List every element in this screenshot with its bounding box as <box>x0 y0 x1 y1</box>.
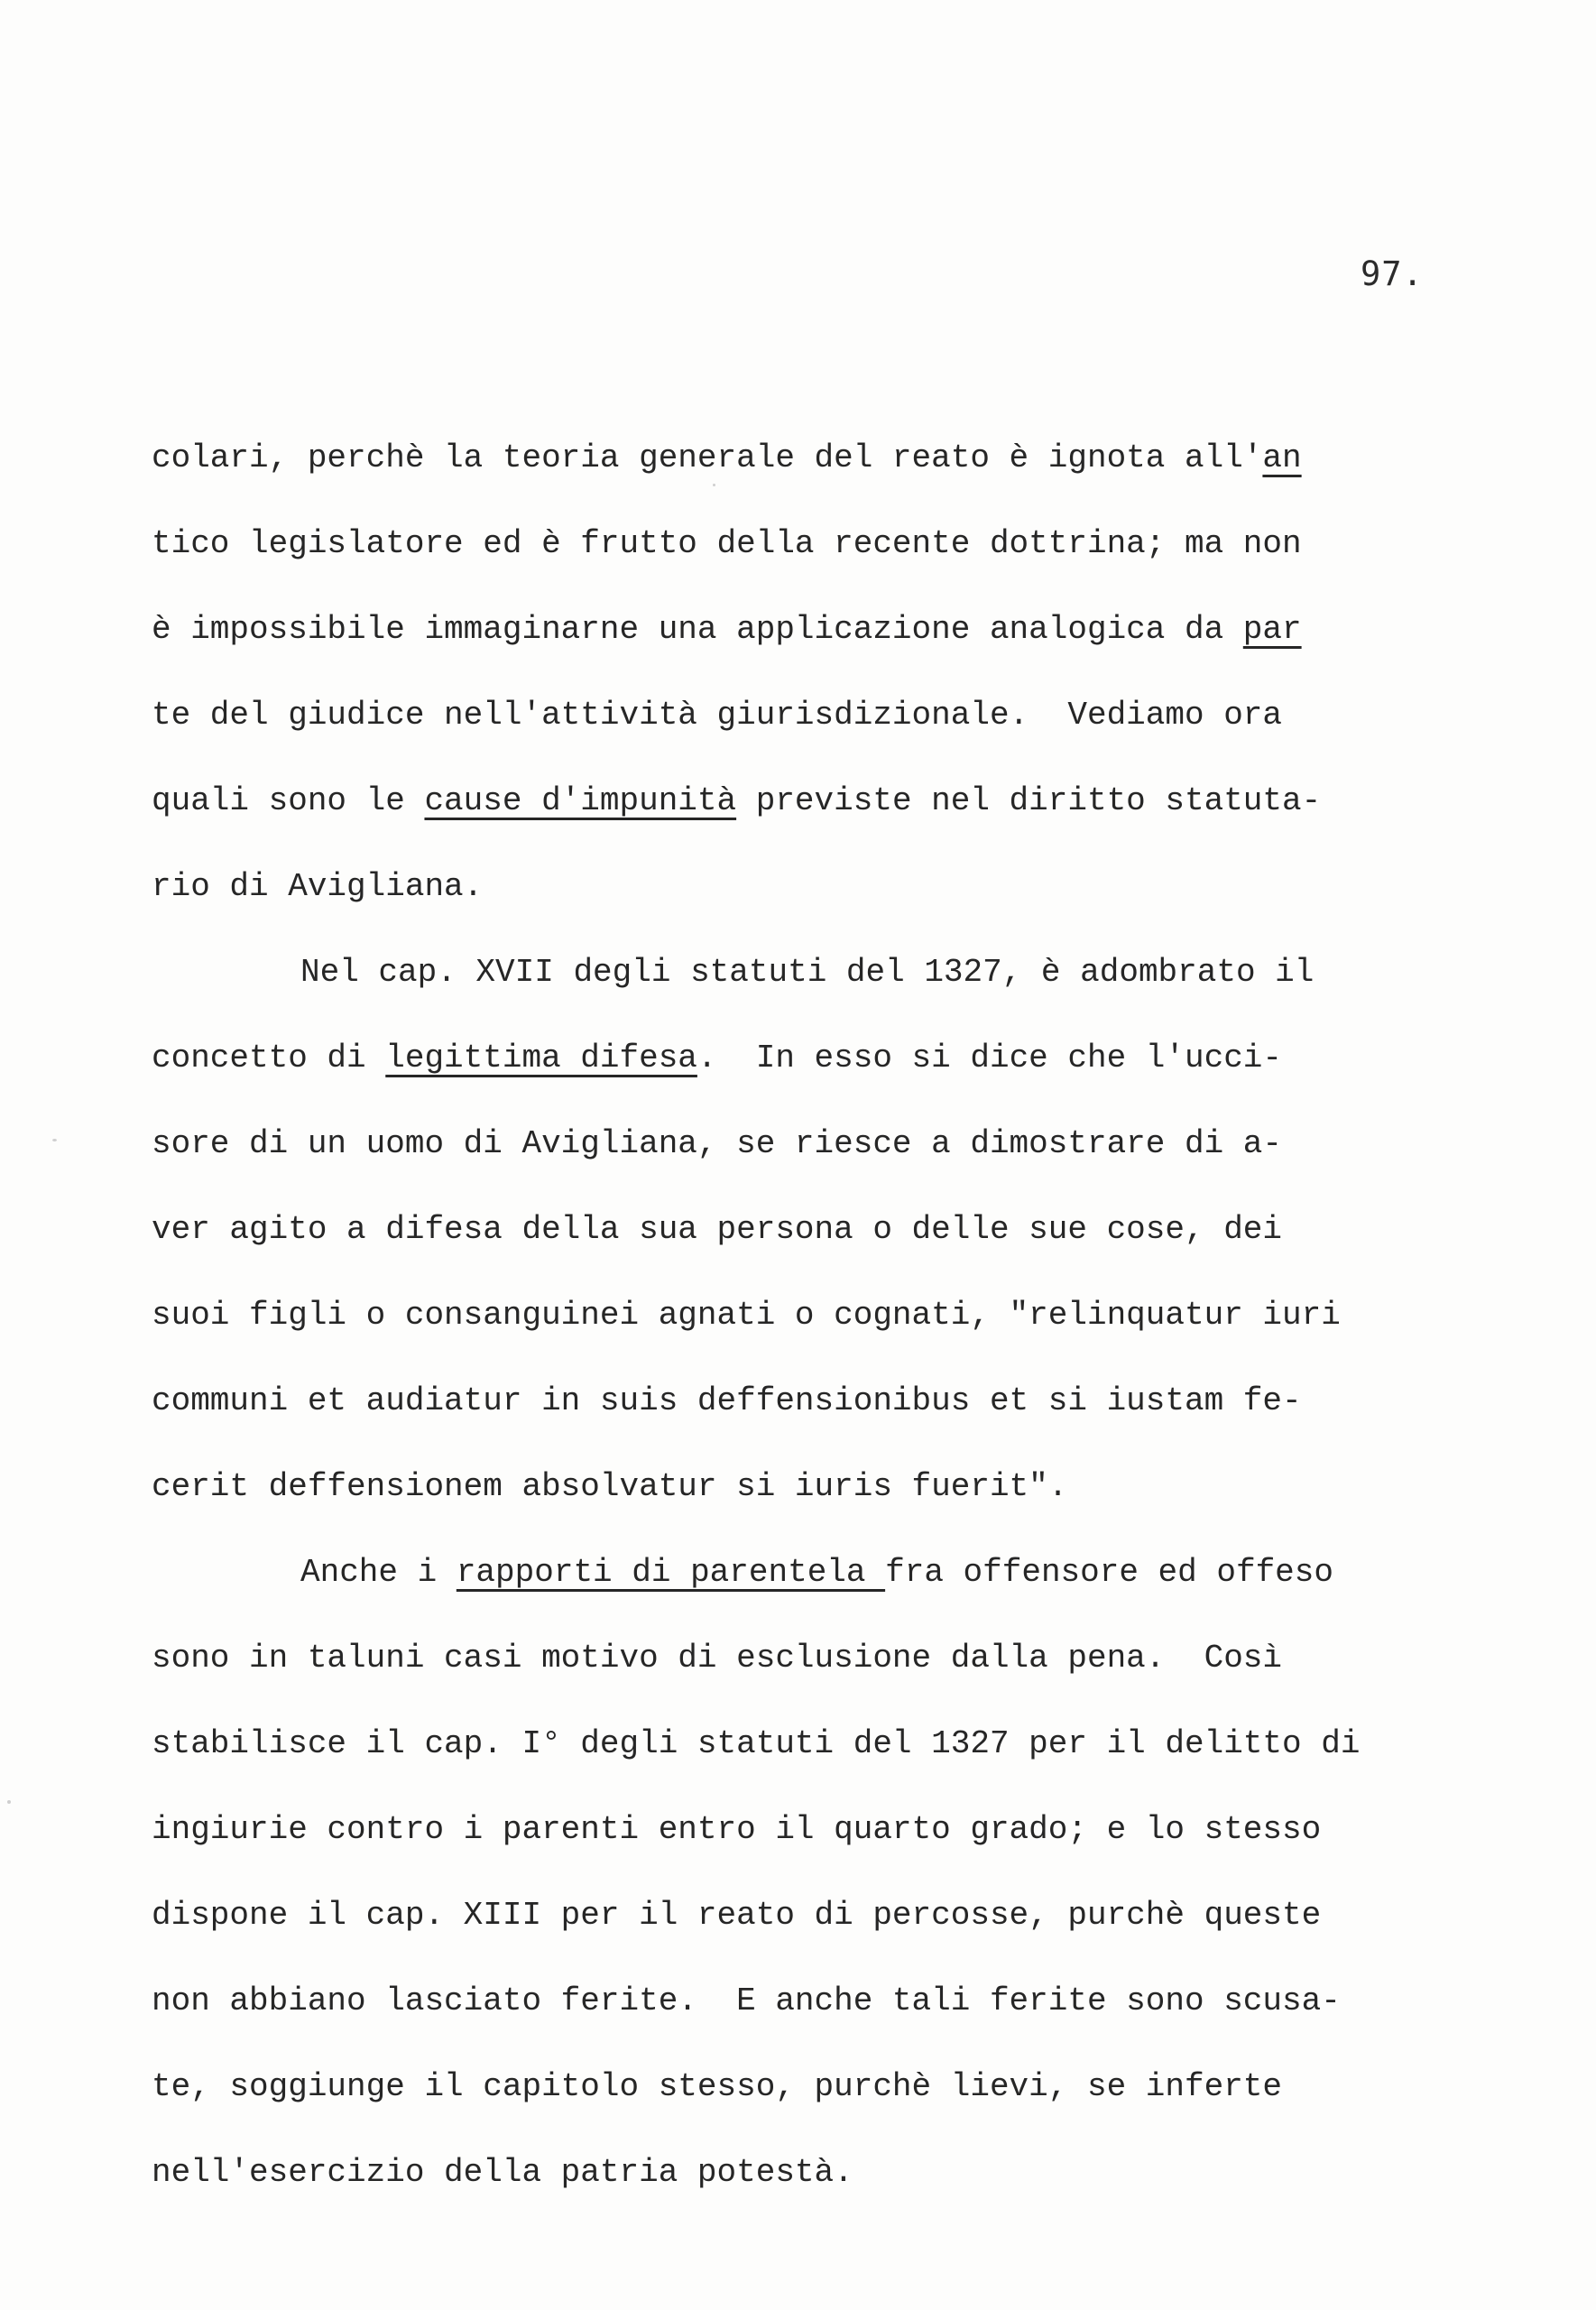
scan-speck <box>7 1800 11 1804</box>
underlined-text: legittima difesa <box>385 1040 697 1076</box>
text-line: Nel cap. XVII degli statuti del 1327, è adombrato il <box>300 954 1315 991</box>
text-line: communi et audiatur in suis deffensionibus et si iustam fe- <box>152 1382 1302 1419</box>
text-line: ver agito a difesa della sua persona o delle sue cose, dei <box>152 1211 1283 1248</box>
text-line <box>152 1529 1523 1615</box>
text-run: concetto di <box>152 1040 386 1076</box>
text-line: te del giudice nell'attività giurisdizionale. Vediamo ora <box>152 697 1283 734</box>
text-line: cerit deffensionem absolvatur si iuris fuerit". <box>152 1468 1068 1505</box>
text-line <box>152 758 1523 844</box>
text-run: colari, perchè la teoria generale del reato è ignota all' <box>152 439 1263 476</box>
text-line <box>152 415 1523 501</box>
underlined-text: cause d'impunità <box>424 782 737 819</box>
text-line: nell'esercizio della patria potestà. <box>152 2154 853 2191</box>
text-line: ingiurie contro i parenti entro il quarto grado; e lo stesso <box>152 1811 1322 1848</box>
body-text <box>152 415 1523 2215</box>
text-line <box>152 587 1523 672</box>
underlined-text: par <box>1242 611 1302 648</box>
text-line: tico legislatore ed è frutto della recente dottrina; ma non <box>152 525 1302 562</box>
text-line: stabilisce il cap. I° degli statuti del 1327 per il delitto di <box>152 1725 1361 1762</box>
text-line: sono in taluni casi motivo di esclusione dalla pena. Così <box>152 1640 1283 1677</box>
underlined-text: rapporti di parentela <box>456 1554 886 1591</box>
text-line <box>152 1015 1523 1101</box>
text-run: fra offensore ed offeso <box>885 1554 1333 1591</box>
scan-speck <box>52 1139 57 1141</box>
text-line: rio di Avigliana. <box>152 868 484 905</box>
text-line: te, soggiunge il capitolo stesso, purchè lievi, se inferte <box>152 2068 1283 2105</box>
text-run: Anche i <box>300 1554 457 1591</box>
scan-speck <box>713 484 715 486</box>
text-line: non abbiano lasciato ferite. E anche tali ferite sono scusa- <box>152 1982 1341 2019</box>
text-run: . In esso si dice che l'ucci- <box>697 1040 1283 1076</box>
text-line: sore di un uomo di Avigliana, se riesce a dimostrare di a- <box>152 1125 1283 1162</box>
text-run: quali sono le <box>152 782 425 819</box>
text-line: suoi figli o consanguinei agnati o cognati, "relinquatur iuri <box>152 1297 1341 1334</box>
page-number: 97. <box>1361 254 1424 293</box>
text-line: dispone il cap. XIII per il reato di percosse, purchè queste <box>152 1897 1322 1934</box>
text-run: previste nel diritto statuta- <box>736 782 1322 819</box>
text-run: è impossibile immaginarne una applicazione analogica da <box>152 611 1243 648</box>
underlined-text: an <box>1262 439 1302 476</box>
